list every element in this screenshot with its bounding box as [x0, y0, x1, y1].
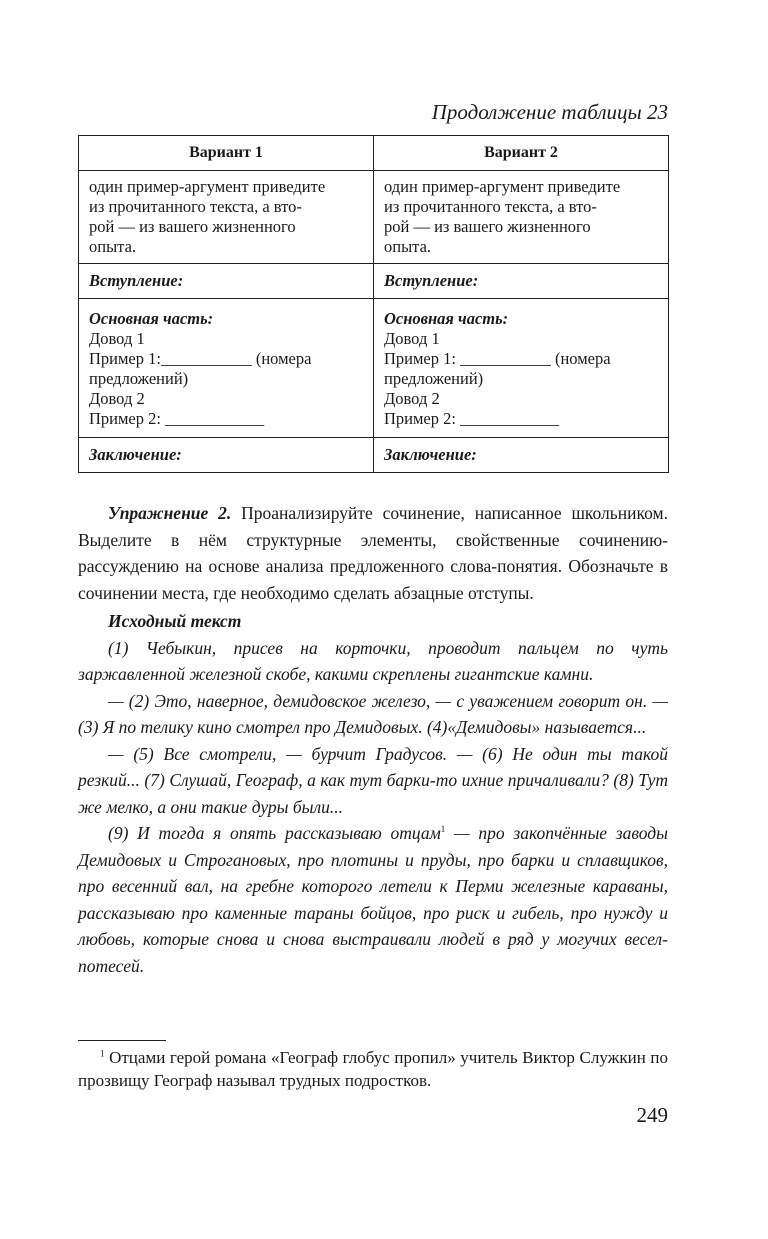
- cell-line: Пример 1:___________ (номера: [89, 349, 312, 368]
- source-paragraph: (1) Чебыкин, присев на корточки, проводит пальцем по чуть заржавленной железной скобе, какими скреплены гигантские камни.: [78, 637, 668, 684]
- footnote-text: Отцами герой романа «Географ глобус пропил» учитель Виктор Служкин по прозвищу Географ называл трудных подростков.: [78, 1048, 668, 1090]
- cell-line: один пример-аргумент приведите: [384, 177, 621, 196]
- conclusion-label-variant-2: Заключение:: [374, 438, 669, 473]
- footnote-mark: 1: [100, 1048, 105, 1059]
- cell-line: предложений): [384, 369, 484, 388]
- intro-label-variant-1: Вступление:: [79, 264, 374, 299]
- table-row: [79, 438, 669, 473]
- intro-label-variant-2: Вступление:: [374, 264, 669, 299]
- table-row: [79, 171, 669, 264]
- cell-line: Довод 2: [89, 389, 145, 408]
- exercise-title: Упражнение 2.: [108, 503, 232, 523]
- source-text: (9) И тогда я опять рассказываю отцам: [108, 823, 441, 843]
- source-paragraph: — (2) Это, наверное, демидовское железо, — с уважением говорит он. — (3) Я по телику кино смотрел про Демидовых. (4)«Демидовы» называется...: [78, 690, 668, 737]
- conclusion-label-variant-1: Заключение:: [79, 438, 374, 473]
- cell-line: предложений): [89, 369, 189, 388]
- footnote-divider: [78, 1040, 166, 1041]
- cell-line: опыта.: [89, 237, 137, 256]
- source-text: — про закопчённые заводы Демидовых и Строгановых, про плотины и пруды, про барки и сплавщиков, про весенний вал, на гребне которого летели к Перми железные караваны, рассказываю про каменные тараны бойцов, про риск и гибель, про нужду и любовь, которые снова и снова выстраивали людей в ряд у могучих весел-потесей.: [78, 823, 668, 976]
- cell-line: Пример 2: ____________: [89, 409, 265, 428]
- table-header-row: [79, 136, 669, 171]
- table-row: [79, 264, 669, 299]
- source-paragraph: — (5) Все смотрели, — бурчит Градусов. — (6) Не один ты такой резкий... (7) Слушай, Географ, а как тут барки-то ихние причаливали? (8) Тут же мелко, а они такие дуры были...: [78, 743, 668, 817]
- cell-line: рой — из вашего жизненного: [89, 217, 296, 236]
- cell-line: Довод 1: [89, 329, 145, 348]
- task-cell-variant-1: [79, 171, 374, 264]
- body-text: [78, 500, 668, 979]
- cell-line: опыта.: [384, 237, 432, 256]
- cell-line: Пример 2: ____________: [384, 409, 560, 428]
- main-part-cell-variant-2: [374, 299, 669, 438]
- table-caption: Продолжение таблицы 23: [431, 100, 668, 124]
- variants-table: [78, 135, 669, 473]
- cell-line: из прочитанного текста, а вто-: [384, 197, 597, 216]
- footnote: [78, 1046, 668, 1092]
- exercise-text: Проанализируйте сочинение, написанное школьником. Выделите в нём структурные элементы, свойственные сочинению-рассуждению на основе анализа предложенного слова-понятия. Обозначьте в сочинении места, где необходимо сделать абзацные отступы.: [78, 503, 668, 603]
- cell-line: рой — из вашего жизненного: [384, 217, 591, 236]
- main-part-label: Основная часть:: [384, 309, 509, 328]
- source-paragraph: [78, 820, 668, 979]
- cell-line: из прочитанного текста, а вто-: [89, 197, 302, 216]
- header-variant-2: Вариант 2: [374, 136, 669, 171]
- page-number: 249: [636, 1103, 668, 1127]
- cell-line: один пример-аргумент приведите: [89, 177, 326, 196]
- cell-line: Довод 2: [384, 389, 440, 408]
- cell-line: Пример 1: ___________ (номера: [384, 349, 611, 368]
- cell-line: Довод 1: [384, 329, 440, 348]
- task-cell-variant-2: [374, 171, 669, 264]
- main-part-label: Основная часть:: [89, 309, 214, 328]
- exercise-paragraph: [78, 500, 668, 606]
- main-part-cell-variant-1: [79, 299, 374, 438]
- table-row: [79, 299, 669, 438]
- source-heading: Исходный текст: [108, 611, 242, 631]
- book-page: [78, 0, 668, 1239]
- header-variant-1: Вариант 1: [79, 136, 374, 171]
- footnote-reference[interactable]: 1: [440, 824, 446, 835]
